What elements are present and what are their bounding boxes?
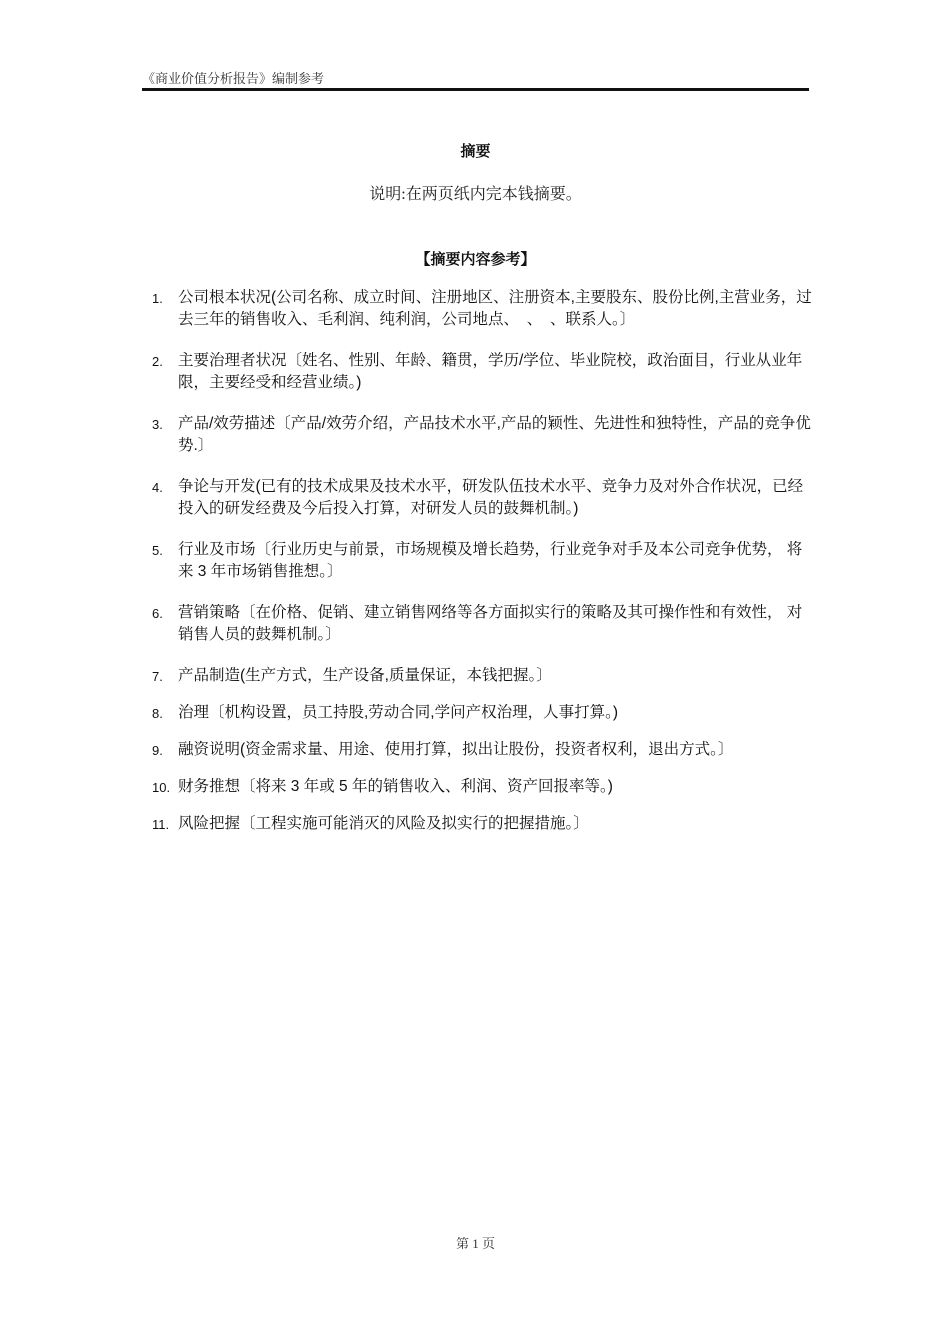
page-title: 摘要 xyxy=(460,143,491,160)
summary-item-list xyxy=(152,287,812,850)
list-item-number: 11. xyxy=(152,817,170,832)
list-item-number: 7. xyxy=(152,669,163,684)
page-header: 《商业价值分析报告》编制参考 xyxy=(142,71,325,86)
list-item-text: 主要治理者状况〔姓名、性别、年龄、籍贯，学历/学位、毕业院校，政治面目，行业从业年限，主要经受和经营业绩。) xyxy=(178,352,803,391)
list-item xyxy=(152,702,812,724)
list-item xyxy=(152,602,812,646)
list-item xyxy=(152,539,812,583)
list-item-number: 5. xyxy=(152,543,163,558)
list-item-number: 4. xyxy=(152,480,163,495)
list-item-text: 财务推想〔将来 3 年或 5 年的销售收入、利润、资产回报率等。) xyxy=(178,778,613,795)
list-item-number: 3. xyxy=(152,417,163,432)
list-item xyxy=(152,739,812,761)
list-item-text: 风险把握〔工程实施可能消灭的风险及拟实行的把握措施。〕 xyxy=(178,815,589,832)
header-rule xyxy=(142,88,809,91)
list-item-text: 行业及市场〔行业历史与前景，市场规模及增长趋势，行业竞争对手及本公司竞争优势， 将来 3 年市场销售推想。〕 xyxy=(178,541,803,580)
list-item xyxy=(152,413,812,457)
list-item-text: 营销策略〔在价格、促销、建立销售网络等各方面拟实行的策略及其可操作性和有效性， 对销售人员的鼓舞机制。〕 xyxy=(178,604,803,643)
instruction-note: 说明:在两页纸内完本钱摘要。 xyxy=(369,186,582,203)
list-item-text: 争论与开发(已有的技术成果及技术水平，研发队伍技术水平、竞争力及对外合作状况，已经投入的研发经费及今后投入打算，对研发人员的鼓舞机制。) xyxy=(178,478,804,517)
list-item-text: 治理〔机构设置，员工持股,劳动合同,学问产权治理，人事打算。) xyxy=(178,704,619,721)
list-item xyxy=(152,287,812,331)
list-item xyxy=(152,350,812,394)
list-item-number: 1. xyxy=(152,291,163,306)
section-subheading: 【摘要内容参考】 xyxy=(415,251,536,268)
list-item-number: 9. xyxy=(152,743,163,758)
list-item-text: 产品/效劳描述〔产品/效劳介绍，产品技术水平,产品的颖性、先进性和独特性，产品的竞争优势.〕 xyxy=(178,415,811,454)
list-item-text: 产品制造(生产方式，生产设备,质量保证，本钱把握。〕 xyxy=(178,667,552,684)
list-item-number: 10. xyxy=(152,780,171,795)
list-item-number: 8. xyxy=(152,706,163,721)
list-item-text: 融资说明(资金需求量、用途、使用打算，拟出让股份，投资者权利，退出方式。〕 xyxy=(178,741,734,758)
list-item-number: 2. xyxy=(152,354,163,369)
list-item xyxy=(152,476,812,520)
list-item xyxy=(152,665,812,687)
page-number: 第 1 页 xyxy=(455,1236,495,1251)
list-item-number: 6. xyxy=(152,606,163,621)
list-item-text: 公司根本状况(公司名称、成立时间、注册地区、注册资本,主要股东、股份比例,主营业务，过去三年的销售收入、毛利润、纯利润，公司地点、 、 、联系人。〕 xyxy=(178,289,812,328)
list-item xyxy=(152,813,812,835)
list-item xyxy=(152,776,812,798)
